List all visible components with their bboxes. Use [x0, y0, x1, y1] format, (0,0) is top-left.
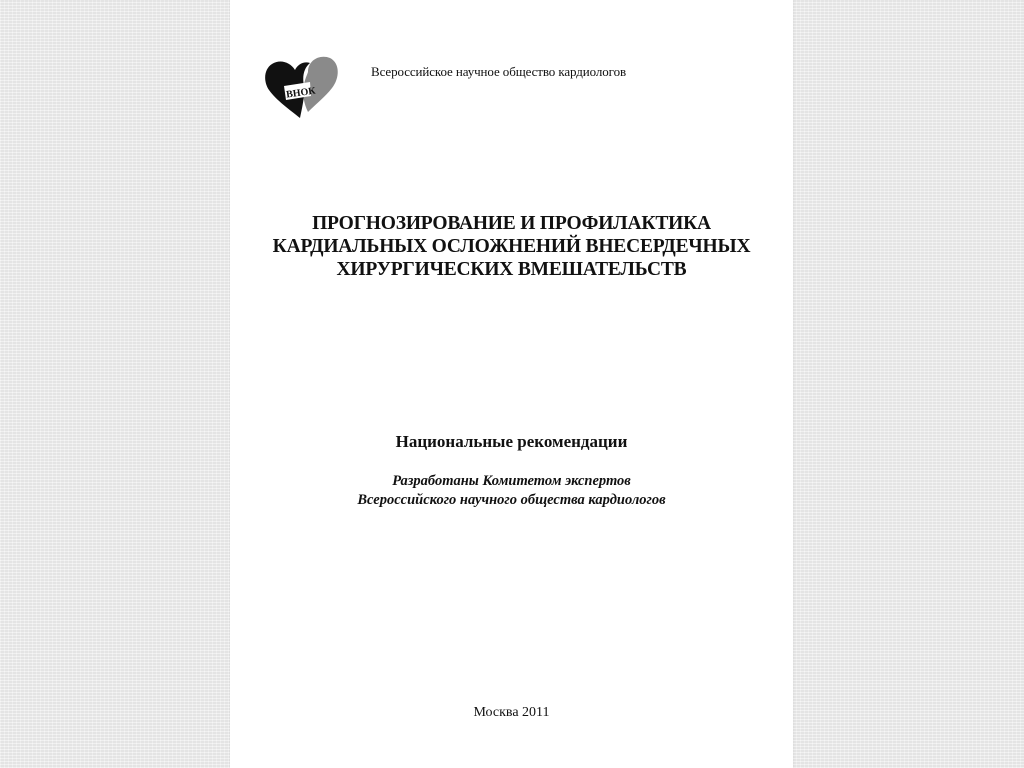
logo-text: ВНОК: [285, 85, 317, 101]
developed-by-line: Разработаны Комитетом экспертов: [392, 473, 631, 489]
document-subtitle: Национальные рекомендации: [395, 432, 628, 451]
developed-by: [230, 472, 793, 510]
title-line: ПРОГНОЗИРОВАНИЕ И ПРОФИЛАКТИКА: [312, 213, 711, 234]
vnok-logo: [264, 54, 340, 120]
title-line: КАРДИАЛЬНЫХ ОСЛОЖНЕНИЙ ВНЕСЕРДЕЧНЫХ: [272, 236, 751, 257]
developed-by-line: Всероссийского научного общества кардиологов: [357, 492, 666, 508]
document-title: [230, 212, 793, 281]
place-and-year: Москва 2011: [473, 705, 550, 720]
organization-name: Всероссийское научное общество кардиологов: [371, 64, 627, 79]
title-line: ХИРУРГИЧЕСКИХ ВМЕШАТЕЛЬСТВ: [336, 259, 687, 280]
